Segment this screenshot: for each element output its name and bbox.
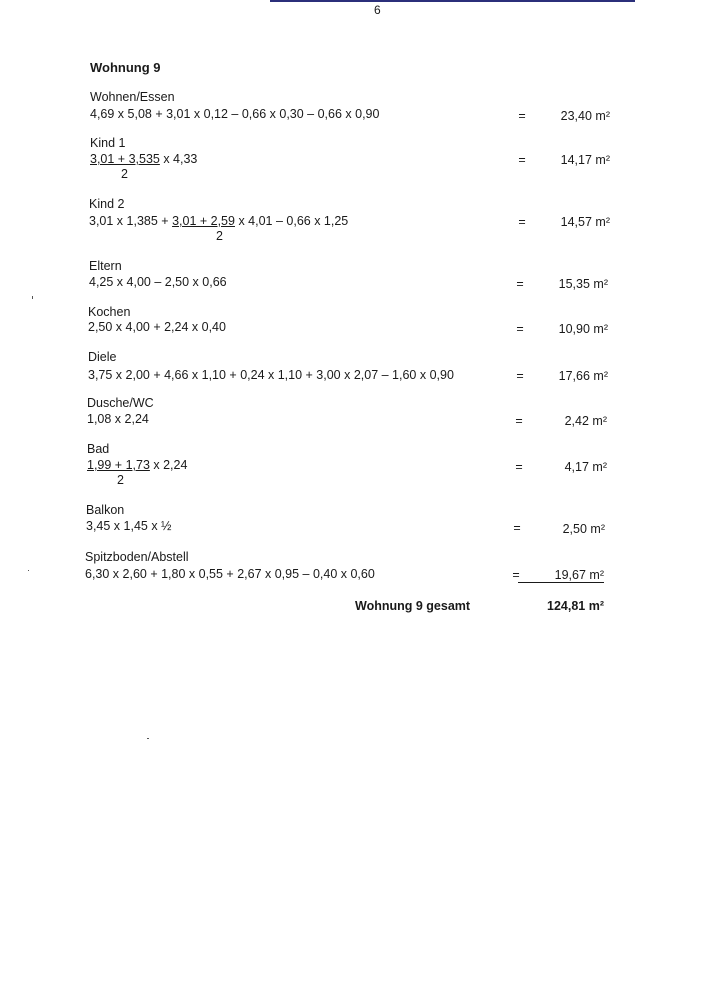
equals-sign: = bbox=[518, 215, 526, 229]
total-value: 124,81 m² bbox=[547, 599, 604, 613]
equals-sign: = bbox=[516, 369, 524, 383]
room-formula-spitzboden: 6,30 x 2,60 + 1,80 x 0,55 + 2,67 x 0,95 – 0,40 x 0,60 bbox=[85, 567, 375, 581]
fraction-numerator: 3,01 + 2,59 bbox=[172, 214, 235, 228]
room-formula-eltern: 4,25 x 4,00 – 2,50 x 0,66 bbox=[89, 275, 227, 289]
room-name-kind2: Kind 2 bbox=[89, 197, 125, 211]
room-area-bad: 4,17 m² bbox=[564, 460, 607, 474]
room-area-wohnen: 23,40 m² bbox=[560, 109, 610, 123]
room-area-eltern: 15,35 m² bbox=[558, 277, 608, 291]
equals-sign: = bbox=[516, 322, 524, 336]
room-name-eltern: Eltern bbox=[89, 259, 122, 273]
room-area-balkon: 2,50 m² bbox=[562, 522, 605, 536]
room-formula-wohnen: 4,69 x 5,08 + 3,01 x 0,12 – 0,66 x 0,30 – 0,66 x 0,90 bbox=[90, 107, 380, 121]
fraction-denominator: 2 bbox=[121, 167, 128, 181]
room-name-kind1: Kind 1 bbox=[90, 136, 126, 150]
equals-sign: = bbox=[515, 460, 523, 474]
room-name-kochen: Kochen bbox=[88, 305, 131, 319]
room-area-spitzboden: 19,67 m² bbox=[554, 568, 604, 582]
section-heading: Wohnung 9 bbox=[90, 60, 161, 75]
room-formula-diele: 3,75 x 2,00 + 4,66 x 1,10 + 0,24 x 1,10 + 3,00 x 2,07 – 1,60 x 0,90 bbox=[88, 368, 454, 382]
scan-speck bbox=[28, 570, 29, 571]
room-formula-balkon: 3,45 x 1,45 x ½ bbox=[86, 519, 172, 533]
room-name-spitzboden: Spitzboden/Abstell bbox=[85, 550, 189, 564]
room-area-dusche: 2,42 m² bbox=[564, 414, 607, 428]
sum-underline bbox=[518, 582, 604, 583]
total-label: Wohnung 9 gesamt bbox=[355, 599, 471, 613]
formula-rest: x 2,24 bbox=[149, 458, 188, 472]
fraction-denominator: 2 bbox=[216, 229, 223, 243]
room-formula-kind1 bbox=[90, 152, 197, 167]
room-area-kind2: 14,57 m² bbox=[560, 215, 610, 229]
fraction-numerator: 1,99 + 1,73 bbox=[87, 458, 150, 472]
equals-sign: = bbox=[518, 109, 526, 123]
room-formula-bad bbox=[87, 458, 187, 473]
equals-sign: = bbox=[515, 414, 523, 428]
room-name-dusche: Dusche/WC bbox=[87, 396, 154, 410]
equals-sign: = bbox=[513, 521, 521, 535]
formula-rest: x 4,01 – 0,66 x 1,25 bbox=[234, 214, 349, 228]
formula-rest: x 4,33 bbox=[159, 152, 198, 166]
fraction-numerator: 3,01 + 3,535 bbox=[90, 152, 160, 166]
scan-speck bbox=[32, 296, 33, 299]
room-formula-kochen: 2,50 x 4,00 + 2,24 x 0,40 bbox=[88, 320, 226, 334]
room-name-bad: Bad bbox=[87, 442, 110, 456]
room-area-kochen: 10,90 m² bbox=[558, 322, 608, 336]
formula-pre: 3,01 x 1,385 + bbox=[89, 214, 173, 228]
room-name-wohnen: Wohnen/Essen bbox=[90, 90, 175, 104]
equals-sign: = bbox=[516, 277, 524, 291]
room-name-balkon: Balkon bbox=[86, 503, 125, 517]
fraction-denominator: 2 bbox=[117, 473, 124, 487]
room-area-kind1: 14,17 m² bbox=[560, 153, 610, 167]
equals-sign: = bbox=[512, 568, 520, 582]
header-rule bbox=[270, 0, 635, 2]
room-name-diele: Diele bbox=[88, 350, 117, 364]
scan-speck bbox=[147, 738, 149, 739]
page-number: 6 bbox=[374, 3, 381, 17]
room-formula-kind2 bbox=[89, 214, 348, 229]
room-formula-dusche: 1,08 x 2,24 bbox=[87, 412, 149, 426]
room-area-diele: 17,66 m² bbox=[558, 369, 608, 383]
equals-sign: = bbox=[518, 153, 526, 167]
